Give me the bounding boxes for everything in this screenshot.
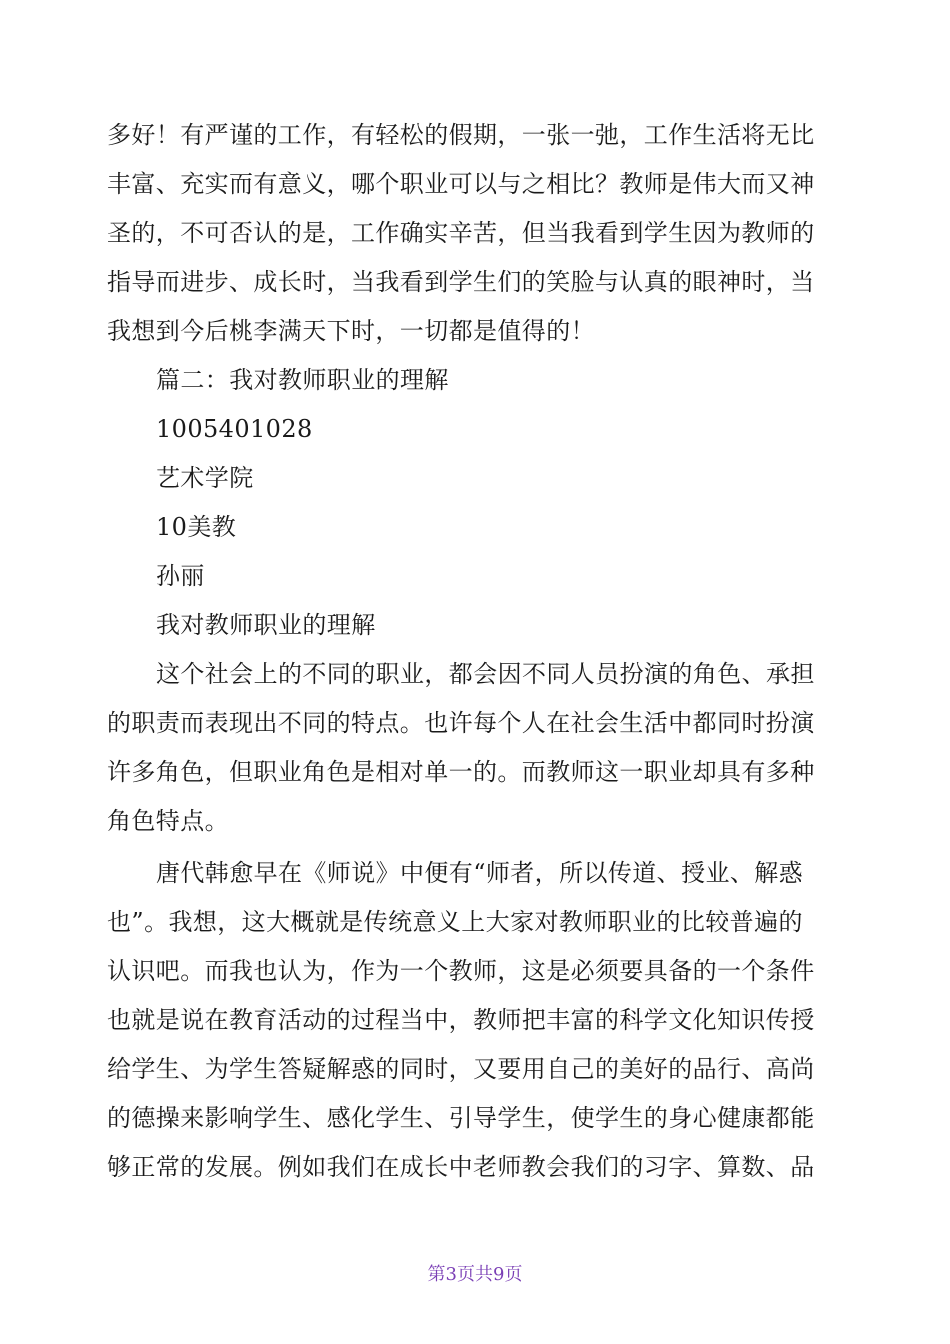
student-id: 1005401028: [156, 415, 313, 443]
text-line: 这个社会上的不同的职业，都会因不同人员扮演的角色、承担: [156, 660, 815, 688]
text-line: 多好！有严谨的工作，有轻松的假期，一张一弛，工作生活将无比: [107, 121, 815, 149]
text-line: 唐代韩愈早在《师说》中便有“师者，所以传道、授业、解惑: [156, 859, 804, 887]
text-line: 给学生、为学生答疑解惑的同时，又要用自己的美好的品行、高尚: [107, 1055, 815, 1083]
class-name: 10美教: [156, 513, 237, 541]
text-line: 我想到今后桃李满天下时，一切都是值得的！: [107, 317, 595, 345]
author-name: 孙丽: [156, 562, 205, 590]
college-name: 艺术学院: [156, 464, 254, 492]
text-line: 的德操来影响学生、感化学生、引导学生，使学生的身心健康都能: [107, 1104, 815, 1132]
text-line: 够正常的发展。例如我们在成长中老师教会我们的习字、算数、品: [107, 1153, 815, 1181]
text-line: 圣的，不可否认的是，工作确实辛苦，但当我看到学生因为教师的: [107, 219, 815, 247]
text-line: 的职责而表现出不同的特点。也许每个人在社会生活中都同时扮演: [107, 709, 815, 737]
text-line: 也就是说在教育活动的过程当中，教师把丰富的科学文化知识传授: [107, 1006, 815, 1034]
text-line: 也”。我想，这大概就是传统意义上大家对教师职业的比较普遍的: [107, 908, 803, 936]
page-number-footer: 第3页共9页: [427, 1264, 523, 1285]
text-line: 指导而进步、成长时，当我看到学生们的笑脸与认真的眼神时，当: [107, 268, 815, 296]
text-line: 丰富、充实而有意义，哪个职业可以与之相比？教师是伟大而又神: [107, 170, 815, 198]
text-line: 角色特点。: [107, 807, 229, 835]
text-line: 许多角色，但职业角色是相对单一的。而教师这一职业却具有多种: [107, 758, 815, 786]
essay-title: 我对教师职业的理解: [156, 611, 376, 639]
text-line: 认识吧。而我也认为，作为一个教师，这是必须要具备的一个条件: [107, 957, 815, 985]
section-heading: 篇二：我对教师职业的理解: [156, 366, 449, 394]
